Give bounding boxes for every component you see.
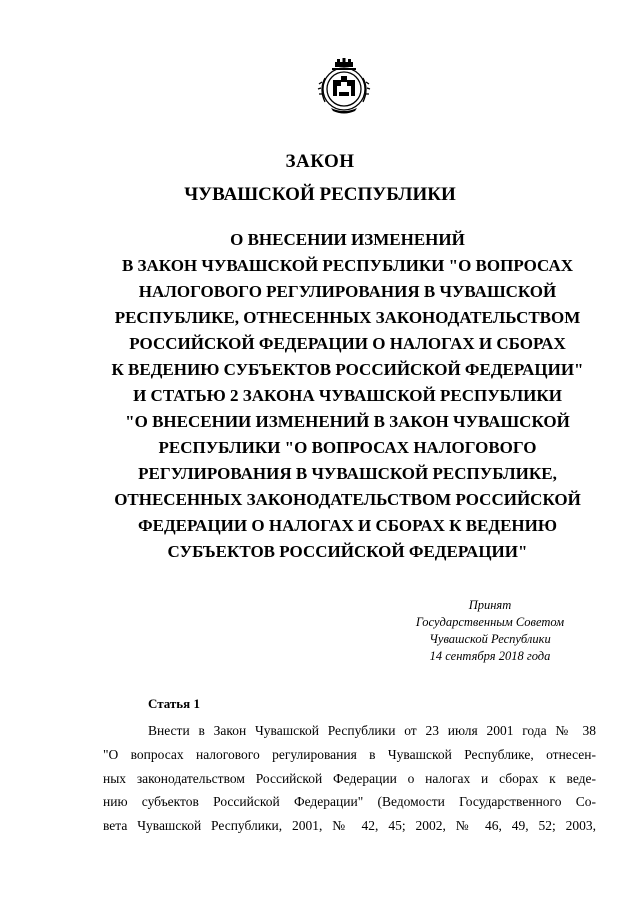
adoption-line: Принят [468, 598, 512, 612]
republic-title: ЧУВАШСКОЙ РЕСПУБЛИКИ [184, 184, 456, 205]
subject-line: О ВНЕСЕНИИ ИЗМЕНЕНИЙ [230, 230, 465, 249]
coat-of-arms-icon [313, 56, 375, 118]
body-line: ных законодательством Российской Федерации о налогах и сборах к веде- [103, 770, 596, 786]
article-body [103, 719, 596, 838]
subject-line: ФЕДЕРАЦИИ О НАЛОГАХ И СБОРАХ К ВЕДЕНИЮ [138, 516, 557, 535]
body-line: "О вопросах налогового регулирования в Чувашской Республике, отнесен- [103, 746, 596, 762]
body-line: Внести в Закон Чувашской Республики от 23 июля 2001 года № 38 [148, 723, 596, 738]
subject-line: К ВЕДЕНИЮ СУБЪЕКТОВ РОССИЙСКОЙ ФЕДЕРАЦИИ" [111, 360, 584, 379]
law-subject [100, 227, 595, 565]
subject-line: ОТНЕСЕННЫХ ЗАКОНОДАТЕЛЬСТВОМ РОССИЙСКОЙ [114, 490, 581, 509]
subject-line: РОССИЙСКОЙ ФЕДЕРАЦИИ О НАЛОГАХ И СБОРАХ [129, 334, 566, 353]
subject-line: РЕСПУБЛИКИ "О ВОПРОСАХ НАЛОГОВОГО [158, 438, 537, 457]
subject-line: РЕГУЛИРОВАНИЯ В ЧУВАШСКОЙ РЕСПУБЛИКЕ, [138, 464, 557, 483]
subject-line: НАЛОГОВОГО РЕГУЛИРОВАНИЯ В ЧУВАШСКОЙ [138, 282, 557, 301]
adoption-line: Чувашской Республики [429, 632, 551, 646]
adoption-line: Государственным Советом [415, 615, 565, 629]
law-title: ЗАКОН [285, 151, 355, 172]
body-line: вета Чувашской Республики, 2001, № 42, 45; 2002, № 46, 49, 52; 2003, [103, 818, 596, 834]
subject-line: И СТАТЬЮ 2 ЗАКОНА ЧУВАШСКОЙ РЕСПУБЛИКИ [133, 386, 562, 405]
subject-line: РЕСПУБЛИКЕ, ОТНЕСЕННЫХ ЗАКОНОДАТЕЛЬСТВОМ [114, 308, 581, 327]
subject-line: СУБЪЕКТОВ РОССИЙСКОЙ ФЕДЕРАЦИИ" [167, 542, 528, 561]
article-heading: Статья 1 [148, 696, 200, 711]
adoption-date: 14 сентября 2018 года [429, 649, 551, 663]
subject-line: В ЗАКОН ЧУВАШСКОЙ РЕСПУБЛИКИ "О ВОПРОСАХ [121, 256, 574, 275]
body-line: нию субъектов Российской Федерации" (Ведомости Государственного Со- [103, 794, 596, 810]
adoption-note [400, 597, 580, 665]
subject-line: "О ВНЕСЕНИИ ИЗМЕНЕНИЙ В ЗАКОН ЧУВАШСКОЙ [125, 412, 570, 431]
